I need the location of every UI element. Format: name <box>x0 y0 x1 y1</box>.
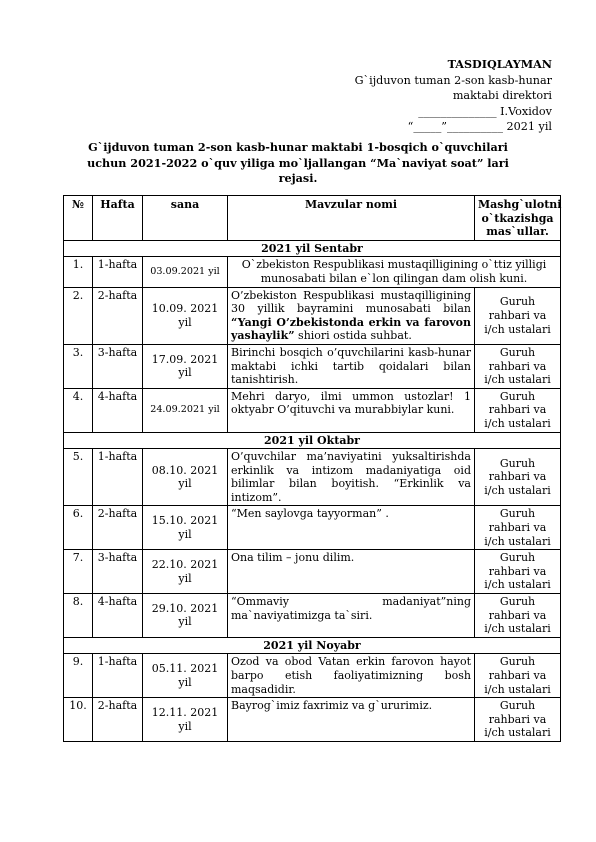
row-number: 8. <box>64 594 93 638</box>
month-row <box>64 637 561 654</box>
row-date: 08.10. 2021 yil <box>143 449 228 506</box>
table-row <box>64 654 561 698</box>
topic-text: “Men saylovga tayyorman” . <box>231 507 389 521</box>
row-week: 3-hafta <box>93 344 143 388</box>
approval-line-2: maktabi direktori <box>452 89 552 102</box>
row-number: 9. <box>64 654 93 698</box>
topic-text: Birinchi bosqich o’quvchilarini kasb-hunar maktabi ichki tartib qoidalari bilan tanishtirish. <box>231 345 471 387</box>
row-date: 17.09. 2021 yil <box>143 344 228 388</box>
row-date: 22.10. 2021 yil <box>143 550 228 594</box>
title-line-3: rejasi. <box>278 171 318 185</box>
topic-text-end: shiori ostida suhbat. <box>294 329 412 343</box>
row-responsible: Guruh rahbari va i/ch ustalari <box>475 594 561 638</box>
row-topic <box>228 550 475 594</box>
document-title <box>75 140 521 187</box>
approval-date-line: “_____”__________ 2021 yil <box>407 120 552 133</box>
row-topic <box>228 698 475 742</box>
table-row <box>64 257 561 287</box>
row-topic <box>228 654 475 698</box>
row-responsible: Guruh rahbari va i/ch ustalari <box>475 344 561 388</box>
month-row <box>64 240 561 257</box>
approval-line-1: G`ijduvon tuman 2-son kasb-hunar <box>354 73 552 87</box>
row-date: 03.09.2021 yil <box>143 257 228 287</box>
row-number: 2. <box>64 287 93 344</box>
table-row <box>64 344 561 388</box>
approval-block <box>355 57 552 135</box>
topic-emphasis: “Yangi O’zbekistonda erkin va farovon yashaylik” <box>231 315 471 343</box>
table-row <box>64 449 561 506</box>
row-topic <box>228 449 475 506</box>
row-week: 3-hafta <box>93 550 143 594</box>
row-week: 2-hafta <box>93 506 143 550</box>
month-label: 2021 yil Noyabr <box>64 637 561 654</box>
topic-text: Bayrog`imiz faxrimiz va g`ururimiz. <box>231 699 433 713</box>
row-week: 1-hafta <box>93 257 143 287</box>
row-date: 29.10. 2021 yil <box>143 594 228 638</box>
row-number: 4. <box>64 388 93 432</box>
month-label: 2021 yil Sentabr <box>64 240 561 257</box>
topic-text: Mehri daryo, ilmi ummon ustozlar! 1 oktyabr O’qituvchi va murabbiylar kuni. <box>231 389 471 417</box>
row-topic <box>228 594 475 638</box>
row-week: 1-hafta <box>93 654 143 698</box>
row-responsible: Guruh rahbari va i/ch ustalari <box>475 449 561 506</box>
header-row <box>64 196 561 241</box>
row-week: 2-hafta <box>93 698 143 742</box>
table-row <box>64 594 561 638</box>
row-week: 4-hafta <box>93 594 143 638</box>
topic-text: O’quvchilar ma’naviyatini yuksaltirishda erkinlik va intizom madaniyatiga oid bilimlar bilan boyitish. “Erkinlik va intizom”. <box>231 450 471 504</box>
approval-signature-line: ______________ I.Voxidov <box>418 104 552 118</box>
header-responsible: Mashg`ulotni o`tkazishga mas`ullar. <box>475 196 561 241</box>
plan-table-body <box>64 240 561 741</box>
row-date: 15.10. 2021 yil <box>143 506 228 550</box>
table-row <box>64 287 561 344</box>
row-week: 2-hafta <box>93 287 143 344</box>
row-number: 7. <box>64 550 93 594</box>
row-week: 4-hafta <box>93 388 143 432</box>
header-num: № <box>64 196 93 241</box>
topic-text: Ozod va obod Vatan erkin farovon hayot barpo etish faoliyatimizning bosh maqsadidir. <box>231 655 471 696</box>
row-responsible: Guruh rahbari va i/ch ustalari <box>475 506 561 550</box>
row-responsible: Guruh rahbari va i/ch ustalari <box>475 287 561 344</box>
plan-table <box>63 195 561 742</box>
header-date: sana <box>143 196 228 241</box>
row-responsible: Guruh rahbari va i/ch ustalari <box>475 388 561 432</box>
month-label: 2021 yil Oktabr <box>64 432 561 449</box>
topic-text: “Ommaviy madaniyat”ning ma`naviyatimizga ta`siri. <box>231 595 471 622</box>
row-topic <box>228 257 561 287</box>
month-row <box>64 432 561 449</box>
row-date: 05.11. 2021 yil <box>143 654 228 698</box>
row-responsible: Guruh rahbari va i/ch ustalari <box>475 550 561 594</box>
title-line-1: G`ijduvon tuman 2-son kasb-hunar maktabi 1-bosqich o`quvchilari <box>88 140 508 154</box>
topic-text: O`zbekiston Respublikasi mustaqilligining o`ttiz yilligi munosabati bilan e`lon qilingan dam olish kuni. <box>241 258 547 285</box>
row-date: 10.09. 2021 yil <box>143 287 228 344</box>
row-topic <box>228 388 475 432</box>
row-responsible: Guruh rahbari va i/ch ustalari <box>475 654 561 698</box>
row-number: 10. <box>64 698 93 742</box>
row-responsible: Guruh rahbari va i/ch ustalari <box>475 698 561 742</box>
row-date: 12.11. 2021 yil <box>143 698 228 742</box>
row-number: 3. <box>64 344 93 388</box>
table-row <box>64 550 561 594</box>
row-week: 1-hafta <box>93 449 143 506</box>
row-number: 6. <box>64 506 93 550</box>
approval-heading: TASDIQLAYMAN <box>447 57 552 71</box>
header-topic: Mavzular nomi <box>228 196 475 241</box>
table-row <box>64 698 561 742</box>
row-number: 5. <box>64 449 93 506</box>
table-row <box>64 388 561 432</box>
title-line-2: uchun 2021-2022 o`quv yiliga mo`ljallangan “Ma`naviyat soat” lari <box>87 155 509 170</box>
row-date: 24.09.2021 yil <box>143 388 228 432</box>
header-week: Hafta <box>93 196 143 241</box>
table-row <box>64 506 561 550</box>
topic-text: O’zbekiston Respublikasi mustaqilligining 30 yillik bayramini munosabati bilan <box>231 288 471 316</box>
row-topic <box>228 287 475 344</box>
row-topic <box>228 344 475 388</box>
row-number: 1. <box>64 257 93 287</box>
topic-text: Ona tilim – jonu dilim. <box>231 551 355 565</box>
row-topic <box>228 506 475 550</box>
